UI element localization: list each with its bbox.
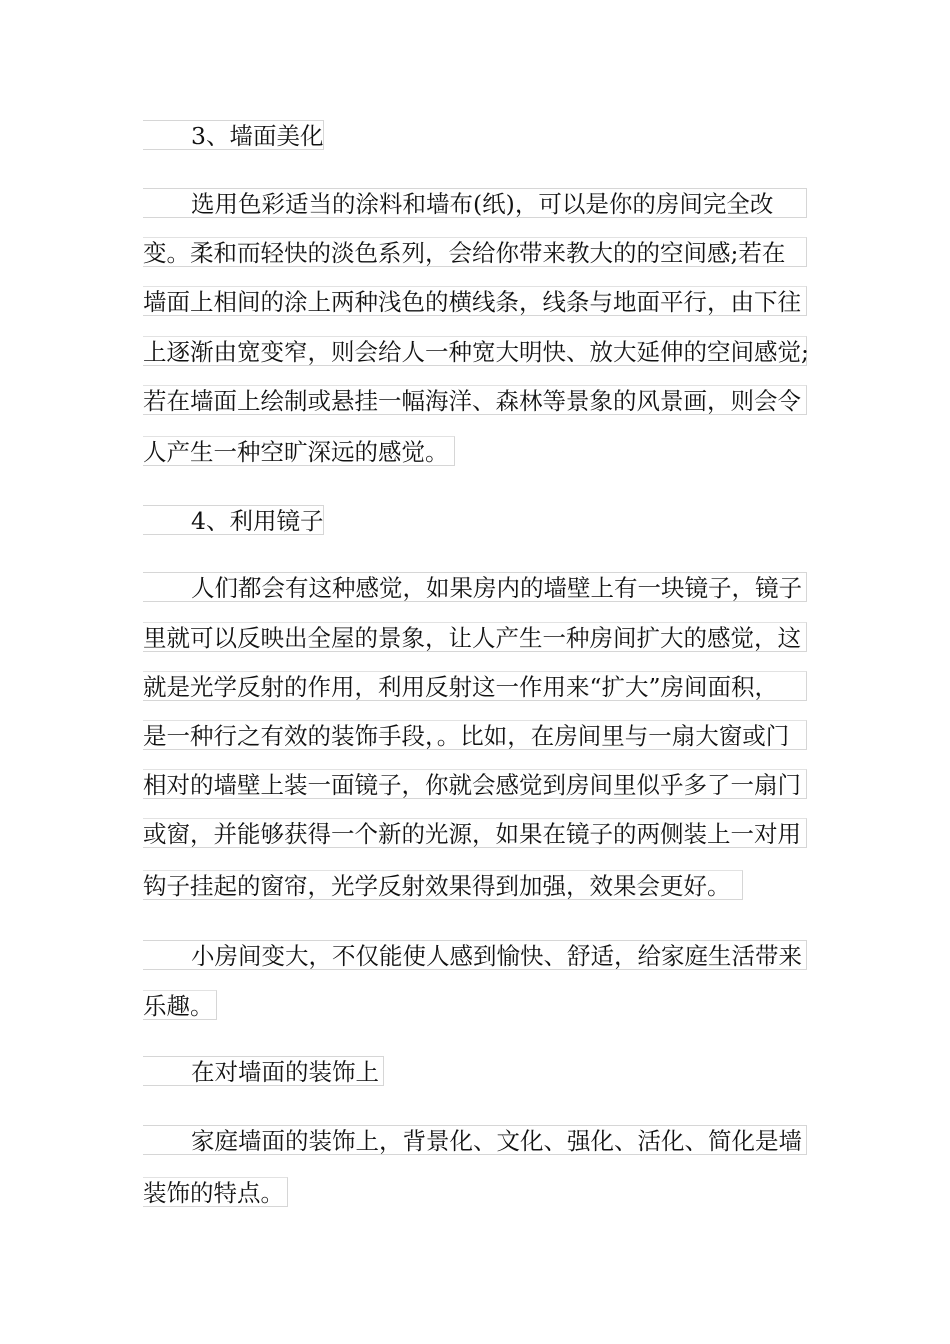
paragraph-line: 是一种行之有效的装饰手段，。比如，在房间里与一扇大窗或门 bbox=[143, 720, 807, 750]
paragraph-line: 小房间变大，不仅能使人感到愉快、舒适，给家庭生活带来 bbox=[143, 940, 807, 970]
paragraph-line: 装饰的特点。 bbox=[143, 1177, 288, 1207]
section-heading-wall-decoration: 在对墙面的装饰上 bbox=[143, 1056, 384, 1086]
paragraph-line: 或窗，并能够获得一个新的光源，如果在镜子的两侧装上一对用 bbox=[143, 818, 807, 848]
paragraph-line: 家庭墙面的装饰上，背景化、文化、强化、活化、简化是墙 bbox=[143, 1125, 807, 1155]
paragraph-line: 人们都会有这种感觉，如果房内的墙壁上有一块镜子，镜子 bbox=[143, 572, 807, 602]
paragraph-line: 钩子挂起的窗帘，光学反射效果得到加强，效果会更好。 bbox=[143, 870, 743, 900]
paragraph-line: 乐趣。 bbox=[143, 990, 217, 1020]
section-heading-wall-beautify: 3、墙面美化 bbox=[143, 120, 324, 150]
paragraph-line: 若在墙面上绘制或悬挂一幅海洋、森林等景象的风景画，则会令 bbox=[143, 385, 807, 415]
paragraph-line: 选用色彩适当的涂料和墙布(纸)，可以是你的房间完全改 bbox=[143, 188, 807, 218]
paragraph-line: 变。柔和而轻快的淡色系列，会给你带来教大的的空间感;若在 bbox=[143, 237, 807, 267]
paragraph-line: 人产生一种空旷深远的感觉。 bbox=[143, 436, 455, 466]
paragraph-line: 里就可以反映出全屋的景象，让人产生一种房间扩大的感觉，这 bbox=[143, 622, 807, 652]
section-heading-use-mirror: 4、利用镜子 bbox=[143, 505, 324, 535]
paragraph-line: 上逐渐由宽变窄，则会给人一种宽大明快、放大延伸的空间感觉; bbox=[143, 338, 809, 366]
paragraph-line: 相对的墙壁上装一面镜子，你就会感觉到房间里似乎多了一扇门 bbox=[143, 769, 807, 799]
paragraph-line: 就是光学反射的作用，利用反射这一作用来“扩大”房间面积， bbox=[143, 671, 807, 701]
paragraph-line: 墙面上相间的涂上两种浅色的横线条，线条与地面平行，由下往 bbox=[143, 286, 807, 316]
